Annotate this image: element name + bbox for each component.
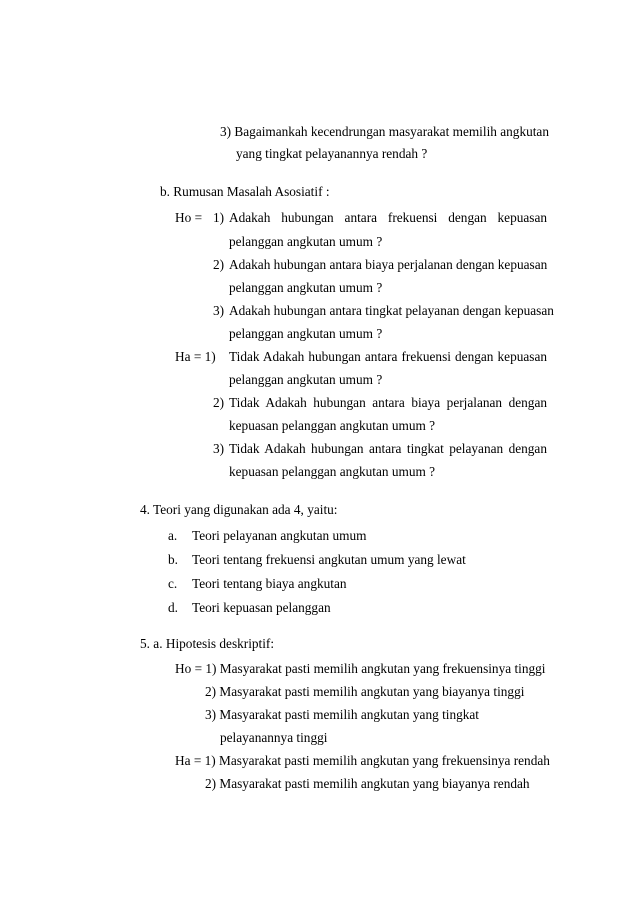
hypothesis-ha-line2: 2) Masyarakat pasti memilih angkutan yang biayanya rendah (205, 776, 530, 791)
theory-d-letter: d. (168, 600, 178, 615)
theory-a-text: Teori pelayanan angkutan umum (192, 528, 367, 543)
ha-item-1-line1: Tidak Adakah hubungan antara frekuensi dengan kepuasan (229, 349, 547, 364)
theory-a-letter: a. (168, 528, 178, 543)
hypothesis-ho-line2: 2) Masyarakat pasti memilih angkutan yang biayanya tinggi (205, 684, 525, 699)
hypothesis-ho-line3: 3) Masyarakat pasti memilih angkutan yang tingkat (205, 707, 479, 722)
ha-item-3-line1: Tidak Adakah hubungan antara tingkat pelayanan dengan (229, 441, 547, 456)
ho-item-1-line2: pelanggan angkutan umum ? (229, 234, 383, 249)
ho-item-2-line1: Adakah hubungan antara biaya perjalanan dengan kepuasan (229, 257, 548, 272)
ho-item-1-line1: Adakah hubungan antara frekuensi dengan kepuasan (229, 210, 547, 225)
ha-label: Ha = 1) (175, 349, 216, 364)
section-5-heading: 5. a. Hipotesis deskriptif: (140, 636, 275, 651)
theory-b-text: Teori tentang frekuensi angkutan umum yang lewat (192, 552, 466, 567)
ha-item-2-line1: Tidak Adakah hubungan antara biaya perjalanan dengan (229, 395, 547, 410)
ha-item-3-num: 3) (213, 441, 225, 456)
ho-item-3-line1: Adakah hubungan antara tingkat pelayanan dengan kepuasan (229, 303, 554, 318)
ho-item-2-line2: pelanggan angkutan umum ? (229, 280, 383, 295)
ho-item-3-num: 3) (213, 303, 225, 318)
ha-item-2-line2: kepuasan pelanggan angkutan umum ? (229, 418, 436, 433)
theory-c-text: Teori tentang biaya angkutan (192, 576, 347, 591)
question-3-line2: yang tingkat pelayanannya rendah ? (236, 146, 428, 161)
theory-d-text: Teori kepuasan pelanggan (192, 600, 331, 615)
ho-label: Ho = (175, 210, 203, 225)
ho-item-3-line2: pelanggan angkutan umum ? (229, 326, 383, 341)
ha-item-2-num: 2) (213, 395, 225, 410)
theory-b-letter: b. (168, 552, 178, 567)
ho-item-2-num: 2) (213, 257, 225, 272)
hypothesis-ho-line1: Ho = 1) Masyarakat pasti memilih angkutan yang frekuensinya tinggi (175, 661, 546, 676)
theory-c-letter: c. (168, 576, 178, 591)
ha-item-3-line2: kepuasan pelanggan angkutan umum ? (229, 464, 436, 479)
section-4-heading: 4. Teori yang digunakan ada 4, yaitu: (140, 502, 338, 517)
hypothesis-ho-line4: pelayanannya tinggi (220, 730, 328, 745)
section-b-heading: b. Rumusan Masalah Asosiatif : (160, 184, 330, 199)
ho-item-1-num: 1) (213, 210, 225, 225)
question-3-line1: 3) Bagaimankah kecendrungan masyarakat memilih angkutan (220, 124, 549, 139)
ha-item-1-line2: pelanggan angkutan umum ? (229, 372, 383, 387)
hypothesis-ha-line1: Ha = 1) Masyarakat pasti memilih angkutan yang frekuensinya rendah (175, 753, 550, 768)
